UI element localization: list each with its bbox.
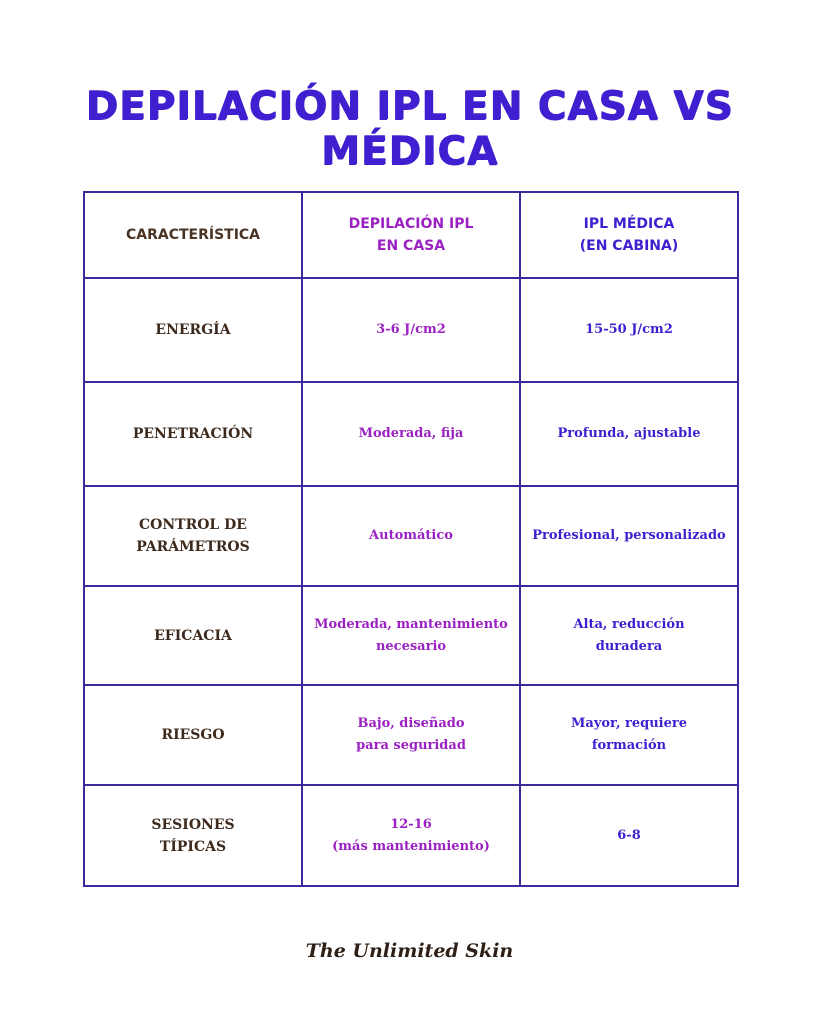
feature-line: PENETRACIÓN: [132, 426, 254, 442]
table-row: [84, 278, 738, 382]
row-medical-value: [520, 586, 738, 685]
table-row: [84, 486, 738, 586]
row-feature: [84, 785, 302, 886]
row-medical-value: [520, 486, 738, 586]
row-medical-value: [520, 278, 738, 382]
header-medical-ipl: [520, 192, 738, 278]
row-home-value: [302, 785, 520, 886]
medical-value-line: duradera: [595, 638, 663, 654]
table-row: [84, 586, 738, 685]
feature-line: SESIONES: [151, 816, 235, 833]
medical-value-line: 15-50 J/cm2: [585, 322, 673, 337]
table-row: [84, 685, 738, 785]
row-feature: [84, 486, 302, 586]
feature-line: CONTROL DE: [139, 517, 247, 533]
row-medical-value: [520, 785, 738, 886]
row-medical-value: [520, 685, 738, 785]
home-value-line: Moderada, mantenimiento: [314, 616, 508, 632]
home-value-line: 12-16: [390, 816, 432, 832]
medical-value-line: Profesional, personalizado: [532, 528, 726, 543]
header-medical-line-1: IPL MÉDICA: [583, 216, 675, 232]
row-medical-value: [520, 382, 738, 486]
medical-value-line: 6-8: [617, 827, 641, 843]
table-row: [84, 785, 738, 886]
home-value-line: Automático: [369, 528, 453, 543]
medical-value-line: Mayor, requiere: [571, 716, 687, 731]
header-home-line-1: DEPILACIÓN IPL: [348, 216, 474, 232]
brand-footer: The Unlimited Skin: [305, 940, 514, 962]
comparison-table: [83, 191, 739, 887]
row-home-value: [302, 685, 520, 785]
table-header-row: [84, 192, 738, 278]
home-value-line: (más mantenimiento): [332, 838, 490, 854]
page-title: DEPILACIÓN IPL EN CASA VS MÉDICA: [85, 84, 734, 174]
feature-line: PARÁMETROS: [136, 539, 250, 555]
row-feature: [84, 685, 302, 785]
header-home-ipl: [302, 192, 520, 278]
home-value-line: Moderada, fija: [358, 426, 464, 441]
row-home-value: [302, 586, 520, 685]
feature-line: EFICACIA: [154, 627, 232, 644]
row-home-value: [302, 278, 520, 382]
medical-value-line: formación: [591, 738, 667, 753]
header-home-line-2: EN CASA: [376, 238, 446, 254]
home-value-line: Bajo, diseñado: [357, 716, 465, 731]
row-home-value: [302, 382, 520, 486]
header-feature-label: CARACTERÍSTICA: [125, 227, 261, 243]
header-feature: [84, 192, 302, 278]
home-value-line: para seguridad: [356, 738, 466, 753]
table-row: [84, 382, 738, 486]
row-feature: [84, 278, 302, 382]
row-home-value: [302, 486, 520, 586]
medical-value-line: Profunda, ajustable: [557, 426, 701, 441]
feature-line: RIESGO: [161, 727, 225, 743]
feature-line: ENERGÍA: [155, 322, 231, 338]
row-feature: [84, 586, 302, 685]
medical-value-line: Alta, reducción: [573, 616, 685, 632]
home-value-line: necesario: [375, 638, 447, 654]
home-value-line: 3-6 J/cm2: [376, 322, 446, 337]
feature-line: TÍPICAS: [159, 838, 227, 855]
header-medical-line-2: (EN CABINA): [579, 238, 679, 254]
row-feature: [84, 382, 302, 486]
